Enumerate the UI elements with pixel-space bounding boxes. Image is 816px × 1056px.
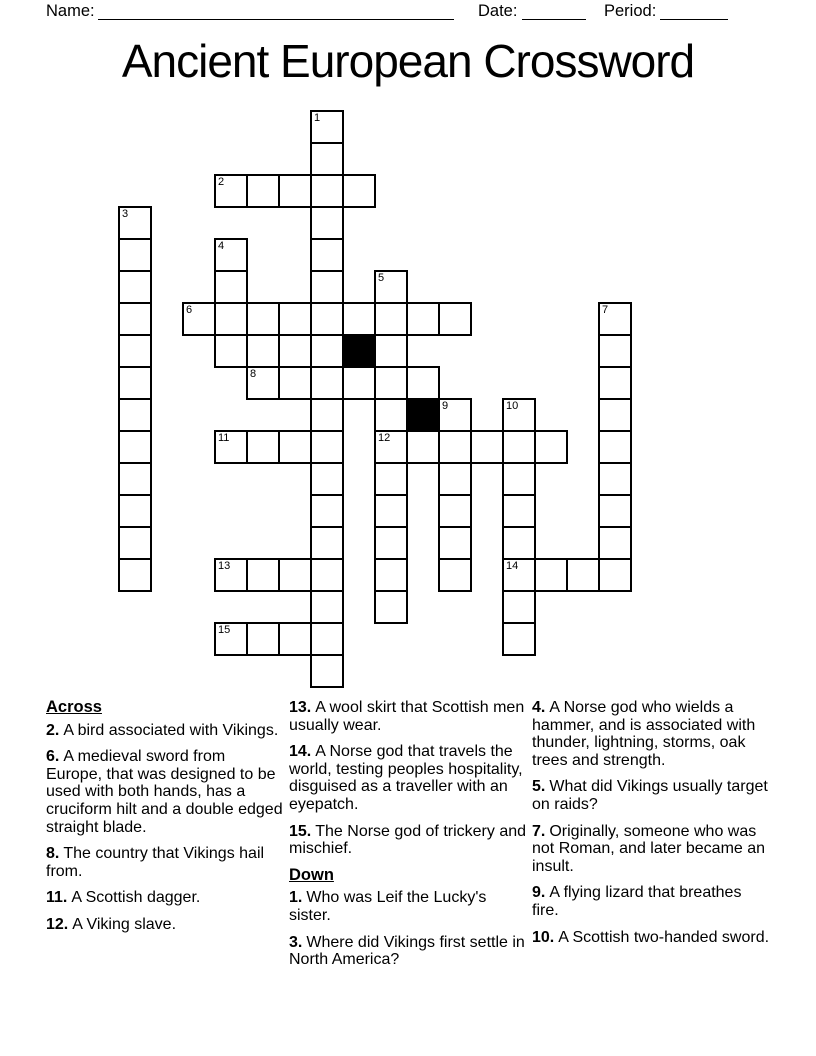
clue-number: 10. — [532, 928, 555, 946]
grid-cell[interactable] — [118, 270, 152, 304]
clues-column-3 — [532, 699, 770, 955]
grid-cell[interactable] — [310, 334, 344, 368]
clue-number: 9. — [532, 884, 546, 902]
grid-cell[interactable] — [598, 558, 632, 592]
clue-text: A wool skirt that Scottish men usually wear. — [289, 699, 525, 734]
grid-cell[interactable] — [598, 366, 632, 400]
grid-cell[interactable] — [598, 462, 632, 496]
grid-cell[interactable] — [502, 526, 536, 560]
grid-cell[interactable] — [310, 206, 344, 240]
grid-cell[interactable] — [310, 622, 344, 656]
grid-cell[interactable] — [214, 430, 248, 464]
grid-cell[interactable] — [278, 302, 312, 336]
grid-cell[interactable] — [502, 494, 536, 528]
grid-cell[interactable] — [374, 430, 408, 464]
across-heading: Across — [46, 698, 102, 716]
grid-cell[interactable] — [406, 302, 440, 336]
clue-text: A Viking slave. — [72, 915, 177, 933]
grid-cell[interactable] — [214, 558, 248, 592]
grid-cell[interactable] — [374, 398, 408, 432]
grid-cell[interactable] — [310, 174, 344, 208]
grid-cell[interactable] — [598, 398, 632, 432]
grid-cell[interactable] — [246, 366, 280, 400]
cell-number: 8 — [250, 368, 257, 380]
grid-cell[interactable] — [310, 238, 344, 272]
clue-down-5 — [532, 778, 770, 813]
clue-number: 2. — [46, 721, 60, 739]
grid-cell[interactable] — [374, 494, 408, 528]
grid-cell[interactable] — [278, 366, 312, 400]
grid-cell[interactable] — [310, 494, 344, 528]
name-label: Name: — [46, 2, 95, 20]
grid-cell[interactable] — [310, 526, 344, 560]
grid-cell[interactable] — [502, 622, 536, 656]
clue-number: 14. — [289, 743, 312, 761]
grid-cell[interactable] — [438, 398, 472, 432]
clues-column-2 — [289, 699, 527, 978]
grid-cell[interactable] — [182, 302, 216, 336]
clue-across-2 — [46, 722, 284, 740]
grid-cell[interactable] — [310, 270, 344, 304]
grid-cell[interactable] — [566, 558, 600, 592]
cell-number: 3 — [122, 208, 129, 220]
grid-cell[interactable] — [502, 462, 536, 496]
clue-number: 5. — [532, 778, 546, 796]
grid-cell-black — [342, 334, 376, 368]
clue-number: 11. — [46, 889, 68, 907]
clue-number: 13. — [289, 699, 312, 716]
grid-cell[interactable] — [310, 558, 344, 592]
cell-number: 9 — [442, 400, 449, 412]
clue-text: What did Vikings usually target on raids? — [532, 778, 768, 813]
clue-down-1 — [289, 889, 527, 924]
grid-cell[interactable] — [310, 142, 344, 176]
grid-cell[interactable] — [118, 366, 152, 400]
grid-cell[interactable] — [502, 558, 536, 592]
grid-cell[interactable] — [310, 590, 344, 624]
down-heading: Down — [289, 865, 334, 884]
clue-across-15 — [289, 823, 527, 858]
page-title: Ancient European Crossword — [121, 35, 695, 87]
grid-cell[interactable] — [470, 430, 504, 464]
clue-text: Who was Leif the Lucky's sister. — [289, 889, 487, 924]
grid-cell[interactable] — [374, 366, 408, 400]
grid-cell[interactable] — [534, 430, 568, 464]
grid-cell[interactable] — [214, 270, 248, 304]
grid-cell[interactable] — [118, 302, 152, 336]
grid-cell[interactable] — [310, 302, 344, 336]
grid-cell[interactable] — [502, 590, 536, 624]
grid-cell[interactable] — [118, 206, 152, 240]
clues-column-1 — [46, 699, 284, 943]
clue-number: 1. — [289, 889, 303, 907]
grid-cell[interactable] — [374, 558, 408, 592]
grid-cell[interactable] — [374, 462, 408, 496]
cell-number: 7 — [602, 304, 609, 316]
grid-cell[interactable] — [246, 174, 280, 208]
grid-cell[interactable] — [310, 462, 344, 496]
grid-cell[interactable] — [598, 302, 632, 336]
grid-cell[interactable] — [278, 558, 312, 592]
clue-text: A Norse god who wields a hammer, and is associated with thunder, lightning, storms, oak trees and strength. — [532, 699, 756, 769]
grid-cell[interactable] — [214, 174, 248, 208]
clue-down-10 — [532, 929, 770, 947]
period-label: Period: — [604, 2, 657, 20]
grid-cell[interactable] — [118, 430, 152, 464]
grid-cell[interactable] — [342, 302, 376, 336]
grid-cell[interactable] — [438, 430, 472, 464]
grid-cell[interactable] — [374, 302, 408, 336]
clue-number: 7. — [532, 822, 546, 840]
cell-number: 12 — [378, 432, 391, 444]
clue-down-9 — [532, 884, 770, 919]
clue-across-8 — [46, 845, 284, 880]
clue-number: 8. — [46, 845, 60, 863]
grid-cell[interactable] — [246, 622, 280, 656]
cell-number: 5 — [378, 272, 385, 284]
grid-cell[interactable] — [118, 334, 152, 368]
clue-text: A Scottish two-handed sword. — [558, 928, 770, 946]
grid-cell[interactable] — [438, 302, 472, 336]
clue-across-6 — [46, 748, 284, 836]
grid-cell[interactable] — [118, 494, 152, 528]
grid-cell[interactable] — [310, 366, 344, 400]
cell-number: 4 — [218, 240, 225, 252]
cell-number: 2 — [218, 176, 225, 188]
cell-number: 14 — [506, 560, 519, 572]
clue-number: 6. — [46, 748, 60, 766]
grid-cell[interactable] — [374, 334, 408, 368]
grid-cell[interactable] — [278, 430, 312, 464]
grid-cell[interactable] — [598, 494, 632, 528]
clue-text: Where did Vikings first settle in North America? — [289, 933, 525, 969]
grid-cell[interactable] — [310, 430, 344, 464]
grid-cell[interactable] — [214, 622, 248, 656]
clue-text: A medieval sword from Europe, that was designed to be used with both hands, has a cruciform hilt and a double edged straight blade. — [46, 748, 283, 836]
grid-cell[interactable] — [278, 174, 312, 208]
grid-cell[interactable] — [502, 430, 536, 464]
grid-cell[interactable] — [214, 334, 248, 368]
grid-cell[interactable] — [246, 302, 280, 336]
grid-cell[interactable] — [278, 334, 312, 368]
grid-cell[interactable] — [118, 526, 152, 560]
grid-cell-black — [406, 398, 440, 432]
clue-number: 12. — [46, 915, 69, 933]
grid-cell[interactable] — [118, 398, 152, 432]
clue-text: The country that Vikings hail from. — [46, 845, 265, 880]
grid-cell[interactable] — [502, 398, 536, 432]
clue-text: The Norse god of trickery and mischief. — [289, 822, 527, 858]
clue-text: Originally, someone who was not Roman, and later became an insult. — [532, 822, 766, 875]
grid-cell[interactable] — [598, 526, 632, 560]
grid-cell[interactable] — [118, 558, 152, 592]
grid-cell[interactable] — [118, 462, 152, 496]
clue-number: 3. — [289, 933, 303, 951]
grid-cell[interactable] — [598, 430, 632, 464]
grid-cell[interactable] — [374, 270, 408, 304]
clue-down-3 — [289, 934, 527, 969]
cell-number: 15 — [218, 624, 231, 636]
clue-across-14 — [289, 743, 527, 813]
date-label: Date: — [478, 2, 518, 20]
grid-cell[interactable] — [214, 302, 248, 336]
grid-cell[interactable] — [438, 526, 472, 560]
grid-cell[interactable] — [214, 238, 248, 272]
cell-number: 10 — [506, 400, 519, 412]
grid-cell[interactable] — [534, 558, 568, 592]
cell-number: 13 — [218, 560, 231, 572]
grid-cell[interactable] — [438, 462, 472, 496]
clue-down-4 — [532, 699, 770, 769]
clue-text: A Norse god that travels the world, testing peoples hospitality, disguised as a traveller with an eyepatch. — [289, 743, 523, 813]
clue-text: A bird associated with Vikings. — [63, 721, 279, 739]
grid-cell[interactable] — [246, 334, 280, 368]
grid-cell[interactable] — [118, 238, 152, 272]
clue-across-11 — [46, 889, 284, 907]
grid-cell[interactable] — [310, 398, 344, 432]
clue-down-7 — [532, 823, 770, 876]
grid-cell[interactable] — [278, 622, 312, 656]
grid-cell[interactable] — [310, 110, 344, 144]
clue-across-12 — [46, 916, 284, 934]
grid-cell[interactable] — [246, 430, 280, 464]
clue-across-13 — [289, 699, 527, 734]
grid-cell[interactable] — [598, 334, 632, 368]
grid-cell[interactable] — [342, 174, 376, 208]
cell-number: 6 — [186, 304, 193, 316]
grid-cell[interactable] — [406, 366, 440, 400]
grid-cell[interactable] — [438, 494, 472, 528]
grid-cell[interactable] — [406, 430, 440, 464]
grid-cell[interactable] — [374, 526, 408, 560]
cell-number: 11 — [218, 432, 230, 444]
grid-cell[interactable] — [342, 366, 376, 400]
grid-cell[interactable] — [438, 558, 472, 592]
clue-text: A Scottish dagger. — [71, 889, 201, 907]
clue-number: 15. — [289, 822, 312, 840]
grid-cell[interactable] — [310, 654, 344, 688]
clue-text: A flying lizard that breathes fire. — [532, 884, 742, 919]
grid-cell[interactable] — [246, 558, 280, 592]
grid-cell[interactable] — [374, 590, 408, 624]
clue-number: 4. — [532, 699, 546, 716]
cell-number: 1 — [314, 112, 321, 124]
